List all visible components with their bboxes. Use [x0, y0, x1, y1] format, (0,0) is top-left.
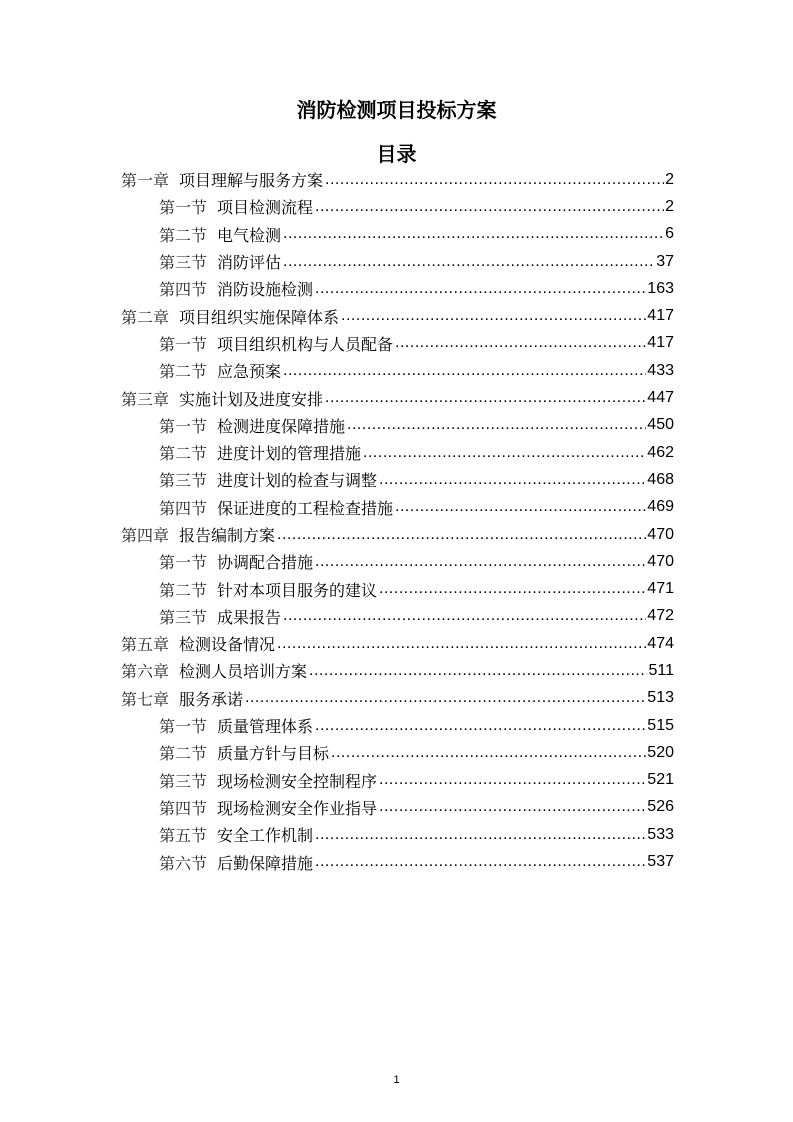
toc-entry-number: 第三节 [159, 607, 208, 627]
toc-entry-title: 进度计划的检查与调整 [217, 471, 378, 491]
toc-entry-page: 462 [647, 443, 674, 461]
toc-entry-number: 第一节 [159, 717, 208, 737]
toc-entry-page: 469 [647, 498, 674, 516]
toc-entry-number: 第三节 [159, 771, 208, 791]
toc-entry-page: 37 [656, 252, 674, 270]
toc-entry-number: 第二节 [159, 444, 208, 464]
toc-entry-section[interactable] [121, 848, 674, 875]
toc-leader-dots [283, 225, 664, 243]
toc-entry-number: 第六章 [121, 662, 170, 682]
page-title: 消防检测项目投标方案 [296, 98, 497, 122]
toc-leader-dots [283, 607, 646, 625]
toc-entry-section[interactable] [121, 275, 674, 302]
toc-entry-page: 417 [647, 307, 674, 325]
toc-entry-number: 第六节 [159, 853, 208, 873]
toc-leader-dots [379, 798, 646, 816]
toc-leader-dots [395, 334, 646, 352]
toc-entry-section[interactable] [121, 548, 674, 575]
toc-leader-dots [277, 526, 646, 544]
toc-entry-number: 第二节 [159, 580, 208, 600]
toc-entry-title: 针对本项目服务的建议 [217, 580, 378, 600]
toc-entry-section[interactable] [121, 794, 674, 821]
toc-entry-number: 第二节 [159, 744, 208, 764]
toc-entry-page: 450 [647, 416, 674, 434]
toc-heading: 目录 [376, 142, 417, 166]
toc-entry-chapter-5[interactable] [121, 630, 674, 657]
toc-entry-section[interactable] [121, 712, 674, 739]
toc-entry-number: 第一章 [121, 171, 170, 191]
toc-entry-title: 检测进度保障措施 [217, 416, 346, 436]
toc-entry-chapter-7[interactable] [121, 685, 674, 712]
toc-entry-page: 468 [647, 470, 674, 488]
toc-leader-dots [341, 307, 646, 325]
toc-entry-title: 现场检测安全作业指导 [217, 798, 378, 818]
toc-entry-page: 470 [647, 525, 674, 543]
toc-entry-title: 质量管理体系 [217, 717, 314, 737]
toc-entry-page: 471 [647, 580, 674, 598]
toc-entry-title: 保证进度的工程检查措施 [217, 498, 394, 518]
toc-entry-page: 474 [647, 634, 674, 652]
toc-entry-title: 协调配合措施 [217, 553, 314, 573]
toc-entry-section[interactable] [121, 330, 674, 357]
toc-entry-page: 447 [647, 389, 674, 407]
toc-entry-section[interactable] [121, 193, 674, 220]
toc-entry-page: 533 [647, 825, 674, 843]
toc-leader-dots [363, 444, 646, 462]
toc-entry-title: 项目组织实施保障体系 [179, 307, 340, 327]
toc-entry-number: 第七章 [121, 689, 170, 709]
toc-entry-number: 第四节 [159, 798, 208, 818]
toc-entry-number: 第四章 [121, 526, 170, 545]
toc-entry-number: 第三节 [159, 471, 208, 491]
toc-leader-dots [283, 253, 655, 271]
toc-entry-section[interactable] [121, 603, 674, 630]
toc-entry-chapter-1[interactable] [121, 166, 674, 193]
toc-entry-title: 应急预案 [217, 362, 282, 382]
toc-entry-page: 6 [665, 225, 674, 243]
toc-leader-dots [331, 744, 646, 762]
toc-entry-page: 163 [647, 279, 674, 297]
toc-entry-title: 实施计划及进度安排 [179, 389, 324, 409]
toc-entry-section[interactable] [121, 739, 674, 766]
toc-leader-dots [347, 416, 646, 434]
toc-entry-title: 成果报告 [217, 607, 282, 627]
toc-entry-section[interactable] [121, 439, 674, 466]
toc-entry-page: 521 [647, 771, 674, 789]
toc-leader-dots [325, 389, 646, 407]
toc-entry-title: 检测设备情况 [179, 635, 276, 655]
toc-entry-chapter-6[interactable] [121, 657, 674, 684]
toc-entry-page: 511 [648, 661, 674, 679]
toc-entry-page: 2 [665, 170, 674, 188]
toc-entry-number: 第五节 [159, 826, 208, 846]
toc-leader-dots [309, 662, 647, 680]
toc-entry-number: 第三章 [121, 389, 170, 409]
table-of-contents [121, 166, 674, 876]
toc-entry-section[interactable] [121, 221, 674, 248]
toc-entry-title: 检测人员培训方案 [179, 662, 308, 682]
toc-entry-page: 2 [665, 197, 674, 215]
toc-entry-page: 417 [647, 334, 674, 352]
toc-leader-dots [379, 471, 646, 489]
toc-entry-number: 第三节 [159, 253, 208, 273]
toc-leader-dots [315, 553, 646, 571]
toc-entry-section[interactable] [121, 575, 674, 602]
toc-entry-page: 526 [647, 798, 674, 816]
toc-entry-title: 报告编制方案 [179, 526, 276, 545]
toc-entry-section[interactable] [121, 494, 674, 521]
toc-entry-title: 安全工作机制 [217, 826, 314, 846]
toc-entry-title: 项目组织机构与人员配备 [217, 334, 394, 354]
toc-entry-page: 470 [647, 552, 674, 570]
toc-entry-section[interactable] [121, 466, 674, 493]
toc-entry-title: 后勤保障措施 [217, 853, 314, 873]
toc-entry-number: 第二章 [121, 307, 170, 327]
toc-entry-page: 515 [647, 716, 674, 734]
toc-leader-dots [379, 771, 646, 789]
toc-entry-title: 项目检测流程 [217, 198, 314, 218]
toc-entry-number: 第一节 [159, 553, 208, 573]
toc-leader-dots [315, 198, 664, 216]
toc-leader-dots [315, 853, 646, 871]
toc-entry-section[interactable] [121, 248, 674, 275]
toc-leader-dots [315, 717, 646, 735]
toc-entry-number: 第二节 [159, 362, 208, 382]
toc-entry-title: 现场检测安全控制程序 [217, 771, 378, 791]
toc-entry-number: 第五章 [121, 635, 170, 655]
toc-entry-title: 进度计划的管理措施 [217, 444, 362, 464]
toc-entry-page: 433 [647, 361, 674, 379]
toc-entry-section[interactable] [121, 357, 674, 384]
toc-entry-section[interactable] [121, 821, 674, 848]
toc-entry-page: 537 [647, 853, 674, 871]
page-number: 1 [393, 1074, 400, 1086]
toc-leader-dots [395, 498, 646, 516]
toc-entry-title: 消防评估 [217, 253, 282, 273]
toc-entry-page: 520 [647, 743, 674, 761]
toc-entry-title: 项目理解与服务方案 [179, 171, 324, 191]
toc-entry-chapter-3[interactable] [121, 384, 674, 411]
toc-entry-number: 第四节 [159, 280, 208, 300]
toc-entry-title: 电气检测 [217, 225, 282, 245]
toc-entry-title: 质量方针与目标 [217, 744, 330, 764]
toc-leader-dots [379, 580, 646, 598]
toc-leader-dots [315, 826, 646, 844]
toc-leader-dots [325, 171, 664, 189]
toc-leader-dots [245, 689, 646, 707]
toc-entry-chapter-4[interactable] [121, 521, 674, 548]
toc-entry-number: 第二节 [159, 225, 208, 245]
toc-entry-number: 第一节 [159, 198, 208, 218]
toc-leader-dots [315, 280, 646, 298]
toc-entry-number: 第四节 [159, 498, 208, 518]
toc-entry-section[interactable] [121, 767, 674, 794]
toc-leader-dots [277, 635, 646, 653]
toc-entry-number: 第一节 [159, 334, 208, 354]
toc-entry-title: 服务承诺 [179, 689, 244, 709]
toc-entry-number: 第一节 [159, 416, 208, 436]
toc-entry-page: 513 [647, 689, 674, 707]
toc-entry-section[interactable] [121, 412, 674, 439]
toc-leader-dots [283, 362, 646, 380]
toc-entry-page: 472 [647, 607, 674, 625]
toc-entry-chapter-2[interactable] [121, 302, 674, 329]
toc-entry-title: 消防设施检测 [217, 280, 314, 300]
